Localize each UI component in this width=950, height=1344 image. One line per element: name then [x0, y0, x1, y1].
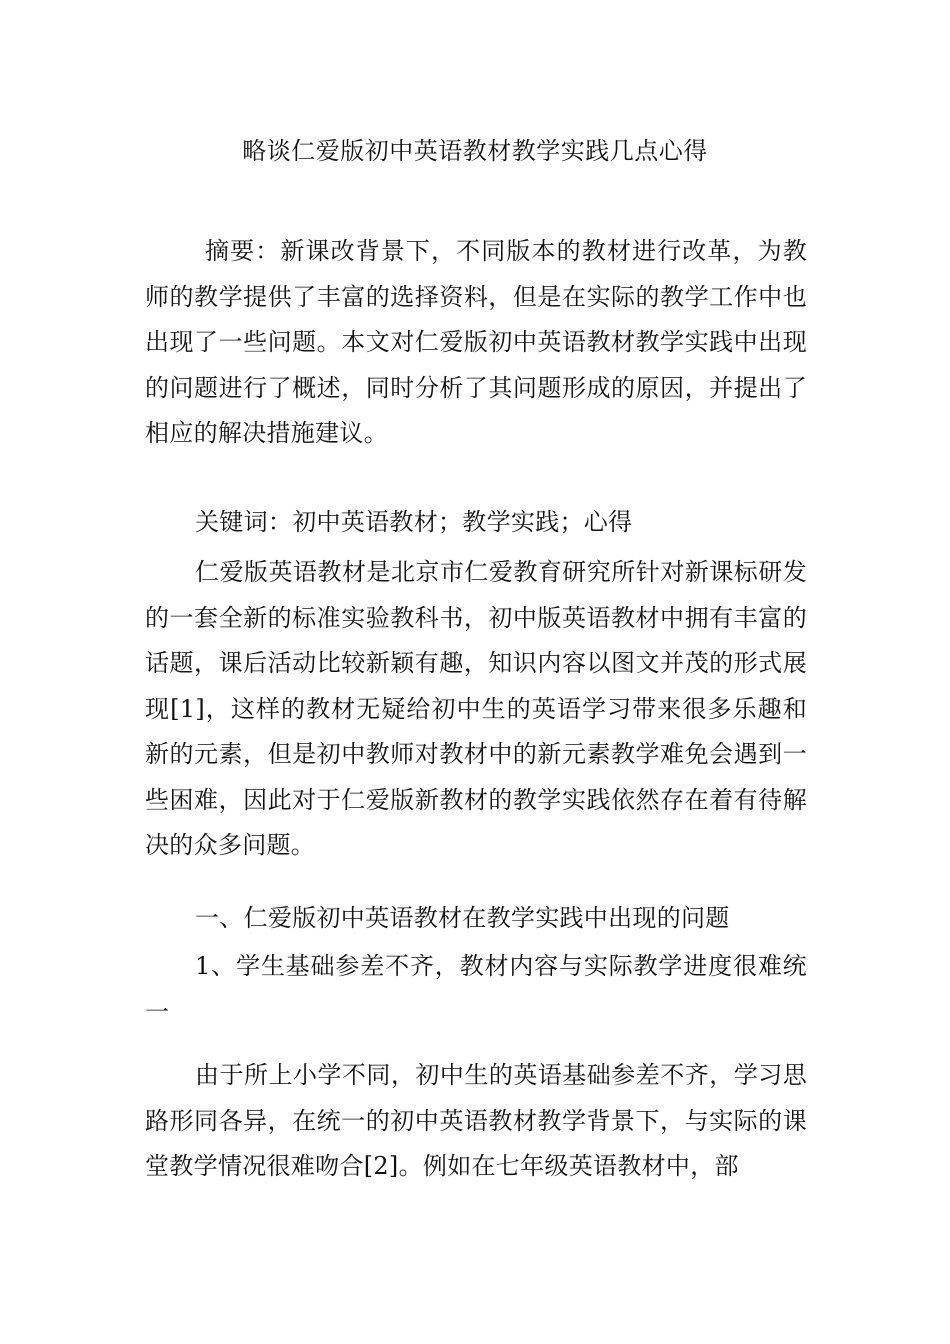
intro-paragraph: 仁爱版英语教材是北京市仁爱教育研究所针对新课标研发的一套全新的标准实验教科书，初中版英语教材中拥有丰富的话题，课后活动比较新颖有趣，知识内容以图文并茂的形式展现[1]，这样的教材无疑给初中生的英语学习带来很多乐趣和新的元素，但是初中教师对教材中的新元素教学难免会遇到一些困难，因此对于仁爱版新教材的教学实践依然存在着有待解决的众多问题。	[145, 558, 807, 859]
document-title: 略谈仁爱版初中英语教材教学实践几点心得	[242, 137, 708, 165]
abstract-paragraph: 摘要：新课改背景下，不同版本的教材进行改革，为教师的教学提供了丰富的选择资料，但是在实际的教学工作中也出现了一些问题。本文对仁爱版初中英语教材教学实践中出现的问题进行了概述，同时分析了其问题形成的原因，并提出了相应的解决措施建议。	[145, 237, 807, 447]
section-heading: 一、仁爱版初中英语教材在教学实践中出现的问题	[195, 904, 730, 932]
subsection-heading: 1、学生基础参差不齐，教材内容与实际教学进度很难统一	[145, 952, 807, 1026]
keywords-line: 关键词：初中英语教材；教学实践；心得	[195, 508, 633, 536]
body-paragraph: 由于所上小学不同，初中生的英语基础参差不齐，学习思路形同各异，在统一的初中英语教材教学背景下，与实际的课堂教学情况很难吻合[2]。例如在七年级英语教材中，部	[145, 1061, 807, 1180]
